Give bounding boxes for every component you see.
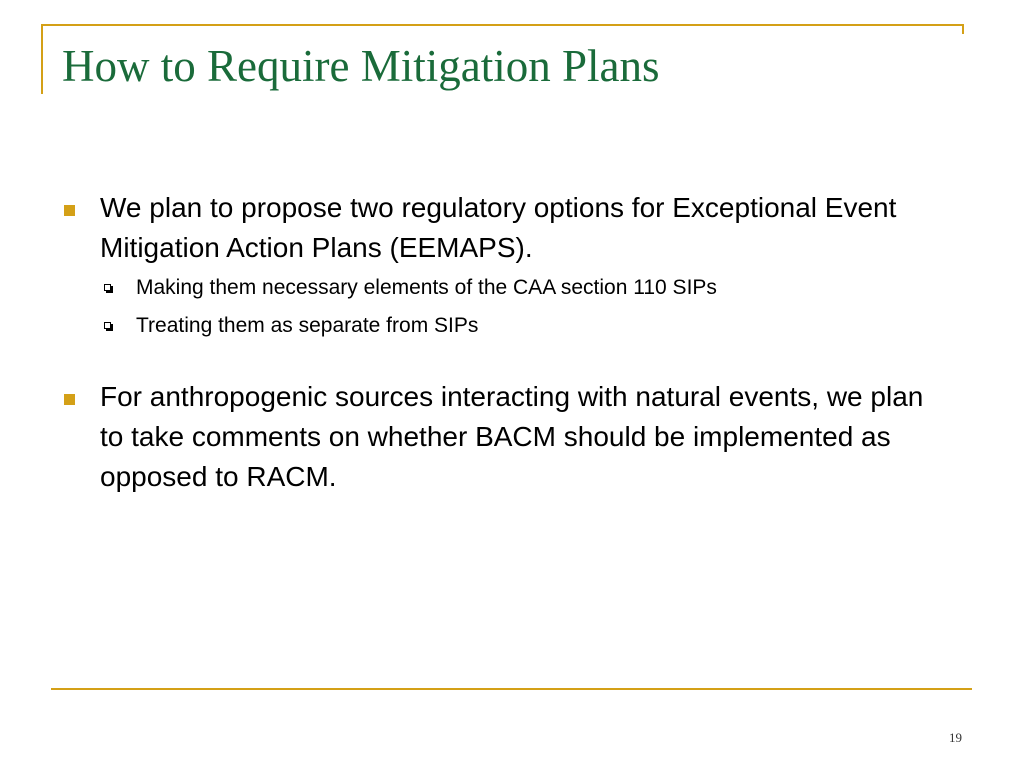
bullet-text: For anthropogenic sources interacting with natural events, we plan to take comments on whether BACM should be implemented as opposed to RACM. [100,381,924,492]
page-number: 19 [949,730,962,745]
hollow-square-bullet-icon [104,322,111,329]
sub-bullet-item [62,307,942,345]
square-bullet-icon [64,205,75,216]
slide-content [62,188,942,497]
sub-bullet-list [62,269,942,345]
square-bullet-icon [64,394,75,405]
top-border-line [41,24,964,26]
left-border-line [41,24,43,94]
sub-bullet-text: Treating them as separate from SIPs [136,314,479,337]
hollow-square-bullet-icon [104,284,111,291]
right-border-tick [962,24,964,34]
sub-bullet-item [62,269,942,307]
bullet-item-anthropogenic-sources [62,377,942,497]
bullet-text: We plan to propose two regulatory options for Exceptional Event Mitigation Action Plans (EEMAPS). [100,192,897,263]
slide-title: How to Require Mitigation Plans [62,41,660,91]
sub-bullet-text: Making them necessary elements of the CAA section 110 SIPs [136,276,717,299]
bottom-border-line [51,688,972,690]
bullet-item-regulatory-options [62,188,942,268]
